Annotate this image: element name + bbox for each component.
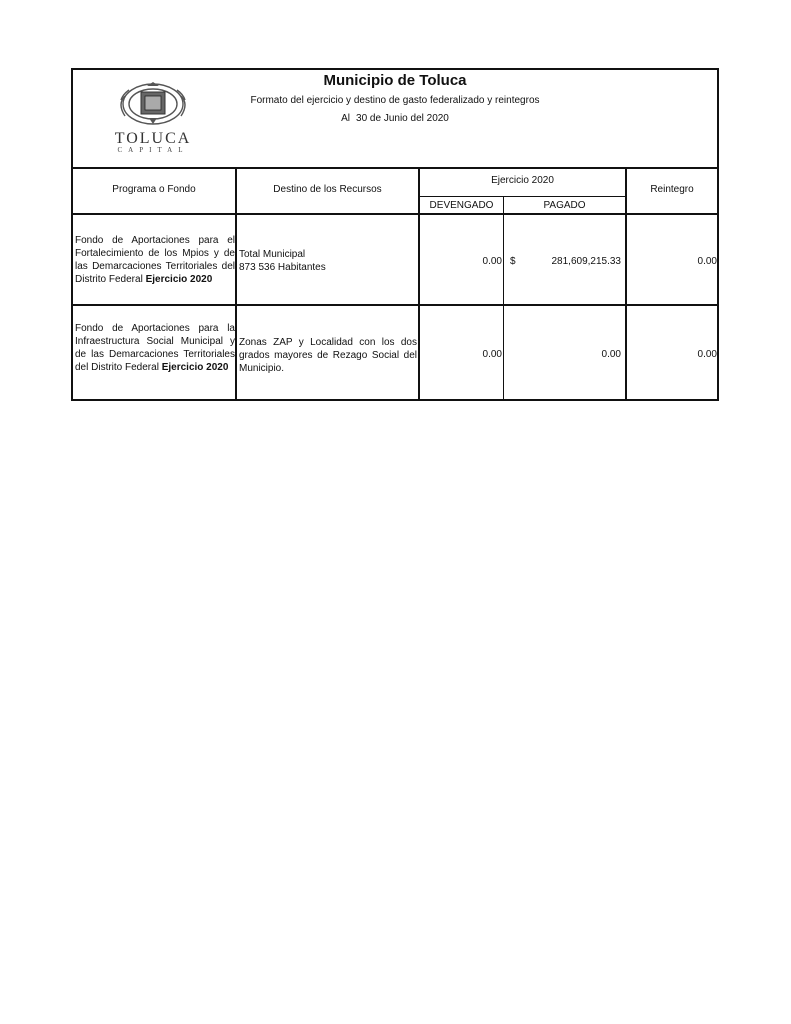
- col-header-programa: Programa o Fondo: [112, 184, 196, 195]
- report-sheet: [71, 68, 719, 401]
- row1-devengado: 0.00: [482, 256, 502, 267]
- row2-programa-year: Ejercicio 2020: [161, 362, 229, 373]
- logo-subtitle: CAPITAL: [117, 146, 189, 154]
- row2-programa: [75, 322, 235, 374]
- col-header-destino: Destino de los Recursos: [273, 184, 382, 195]
- report-date: [245, 113, 545, 124]
- row1-programa-year: Ejercicio 2020: [145, 274, 213, 285]
- row2-reintegro: 0.00: [697, 349, 717, 360]
- logo-wordmark: TOLUCA: [114, 130, 192, 147]
- page-subtitle: Formato del ejercicio y destino de gasto federalizado y reintegros: [250, 95, 540, 106]
- row1-programa-text: Fondo de Aportaciones para el Fortalecimiento de los Mpios y de las Demarcaciones Territoriales del Distrito Federal: [75, 235, 235, 285]
- row1-pagado-currency: $: [510, 256, 516, 267]
- row2-programa-text: Fondo de Aportaciones para la Infraestructura Social Municipal y de las Demarcaciones Territoriales del Distrito Federal: [75, 323, 235, 373]
- col-header-pagado: PAGADO: [543, 200, 586, 211]
- col-divider-3: [503, 197, 504, 399]
- header-row-divider: [73, 213, 717, 215]
- col-divider-4: [625, 167, 627, 399]
- row1-destino-line1: Total Municipal: [239, 249, 306, 260]
- toluca-logo: [103, 80, 203, 156]
- report-header: [73, 70, 717, 169]
- subheader-divider: [420, 196, 625, 197]
- col-header-reintegro: Reintegro: [650, 184, 694, 195]
- row2-destino: Zonas ZAP y Localidad con los dos grados mayores de Rezago Social del Municipio.: [239, 337, 417, 374]
- row2-devengado: 0.00: [482, 349, 502, 360]
- date-value: 30 de Junio del 2020: [356, 113, 449, 124]
- col-header-devengado: DEVENGADO: [429, 200, 494, 211]
- coat-of-arms-icon: [103, 80, 203, 130]
- col-divider-1: [235, 167, 237, 399]
- row1-reintegro: 0.00: [697, 256, 717, 267]
- row2-pagado: 0.00: [601, 349, 621, 360]
- col-header-ejercicio: Ejercicio 2020: [491, 175, 554, 186]
- page-title: Municipio de Toluca: [323, 72, 467, 89]
- row1-destino-line2: 873 536 Habitantes: [239, 262, 326, 273]
- row-divider: [73, 304, 717, 306]
- row1-programa: [75, 234, 235, 286]
- row1-destino: [239, 248, 417, 274]
- date-prefix: Al: [341, 113, 351, 124]
- row1-pagado: 281,609,215.33: [551, 256, 621, 267]
